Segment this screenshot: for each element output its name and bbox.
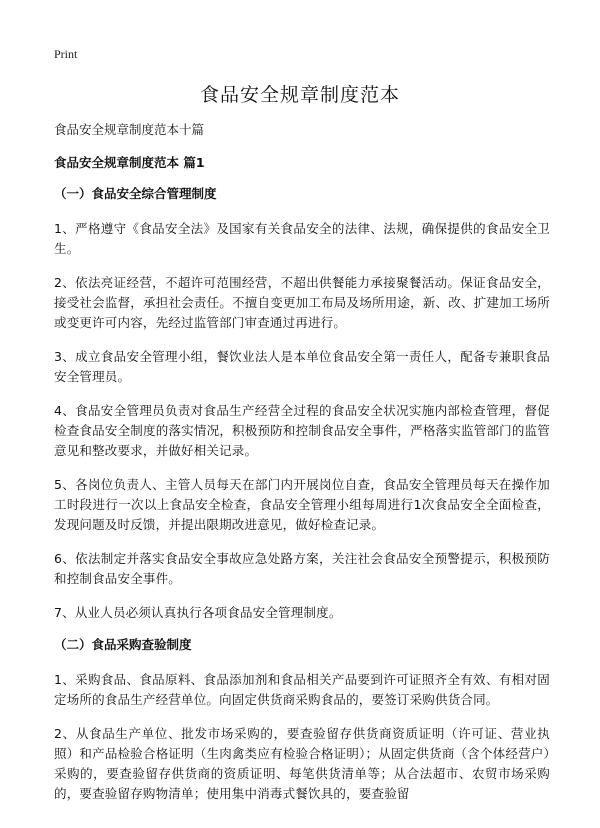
section-2-paragraph-1: 1、采购食品、食品原料、食品添加剂和食品相关产品要到许可证照齐全有效、有相对固定场所的食品生产经营单位。向固定供货商采购食品的，要签订采购供货合同。 — [54, 672, 550, 707]
section-1-paragraph-1: 1、严格遵守《食品安全法》及国家有关食品安全的法律、法规，确保提供的食品安全卫生。 — [54, 221, 550, 256]
section-1-paragraph-5: 5、各岗位负责人、主管人员每天在部门内开展岗位自查，食品安全管理员每天在操作加工时段进行一次以上食品安全检查，食品安全管理小组每周进行1次食品安全全面检查，发现问题及时反馈，并提出限期改进意见，做好检查记录。 — [54, 477, 550, 532]
print-label: Print — [54, 47, 78, 61]
section-2-paragraph-2: 2、从食品生产单位、批发市场采购的，要查验留存供货商资质证明（许可证、营业执照）和产品检验合格证明（生肉禽类应有检验合格证明）；从固定供货商（含个体经营户）采购的，要查验留存供货商的资质证明、每笔供货清单等；从合法超市、农贸市场采购的，要查验留存购物清单；使用集中消毒式餐饮具的，要查验留 — [54, 726, 550, 801]
document-title: 食品安全规章制度范本 — [199, 84, 400, 106]
section-1-paragraph-7: 7、从业人员必须认真执行各项食品安全管理制度。 — [54, 605, 342, 620]
section-heading-2: （二）食品采购查验制度 — [54, 637, 192, 652]
article-heading: 食品安全规章制度范本 篇1 — [54, 155, 205, 170]
document-body — [54, 122, 550, 818]
section-1-paragraph-2: 2、依法亮证经营，不超许可范围经营，不超出供餐能力承接聚餐活动。保证食品安全，接受社会监督，承担社会责任。不擅自变更加工布局及场所用途，新、改、扩建加工场所或变更许可内容，先经过监管部门审查通过再进行。 — [54, 275, 550, 330]
section-1-paragraph-4: 4、食品安全管理员负责对食品生产经营全过程的食品安全状况实施内部检查管理，督促检查食品安全制度的落实情况，积极预防和控制食品安全事件，严格落实监管部门的监管意见和整改要求，并做好相关记录。 — [54, 403, 550, 458]
section-1-paragraph-6: 6、依法制定并落实食品安全事故应急处路方案，关注社会食品安全预警提示，积极预防和控制食品安全事件。 — [54, 551, 550, 586]
document-subtitle: 食品安全规章制度范本十篇 — [54, 122, 205, 137]
section-heading-1: （一）食品安全综合管理制度 — [54, 186, 217, 201]
section-1-paragraph-3: 3、成立食品安全管理小组，餐饮业法人是本单位食品安全第一责任人，配备专兼职食品安全管理员。 — [54, 349, 550, 384]
